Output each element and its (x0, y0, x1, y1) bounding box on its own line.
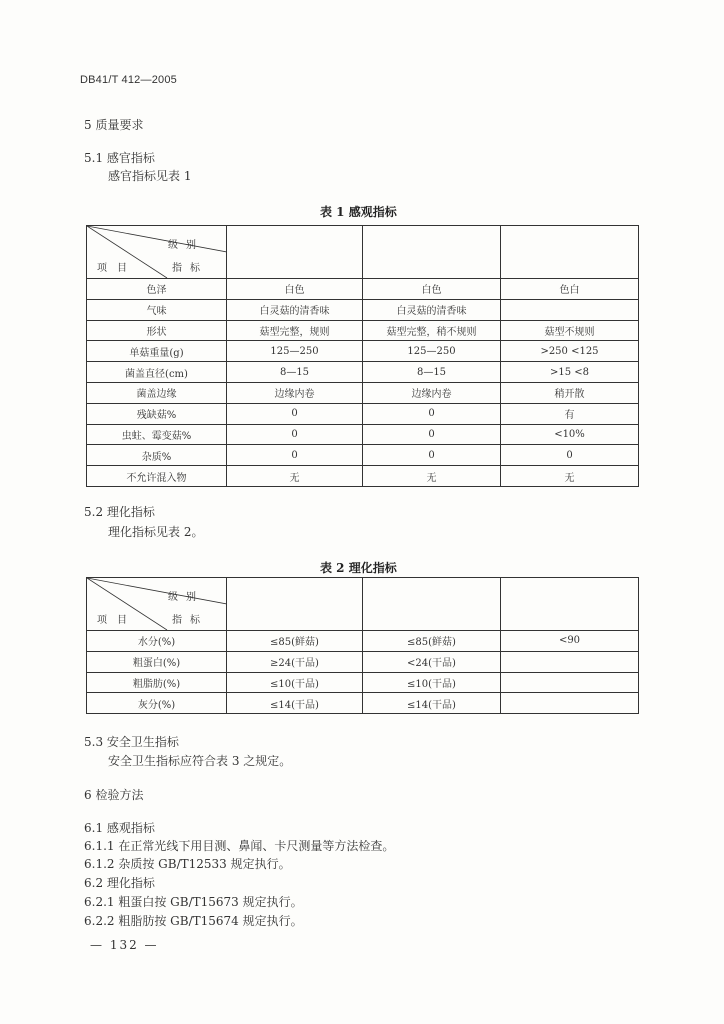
table-cell: 0 (501, 445, 639, 466)
table-cell: 边缘内卷 (227, 382, 363, 403)
table-row (87, 672, 639, 693)
table-cell: 灰分(%) (87, 693, 227, 714)
table-cell: 8—15 (363, 362, 501, 383)
table-cell: 白灵菇的清香味 (227, 299, 363, 320)
table-cell: 白色 (363, 279, 501, 300)
table-cell: 8—15 (227, 362, 363, 383)
section-6-1-title: 6.1 感观指标 (84, 821, 155, 835)
table-cell: <24(干品) (363, 651, 501, 672)
table-1-corner-level: 级别 (168, 240, 204, 251)
table-2-header-row (87, 578, 639, 631)
table-1-grade-col-2 (363, 226, 501, 279)
table-cell: 色白 (501, 279, 639, 300)
table-cell: 形状 (87, 320, 227, 341)
table-row (87, 320, 639, 341)
table-cell: 粗蛋白(%) (87, 651, 227, 672)
section-6-1-2: 6.1.2 杂质按 GB/T12533 规定执行。 (84, 857, 291, 871)
table-row (87, 631, 639, 652)
table-cell: 边缘内卷 (363, 382, 501, 403)
table-cell: ≤10(干品) (227, 672, 363, 693)
table-cell: 虫蛀、霉变菇% (87, 424, 227, 445)
table-cell: ≤14(干品) (363, 693, 501, 714)
table-1-corner-cell (87, 226, 227, 279)
doc-code: DB41/T 412—2005 (80, 74, 177, 86)
table-row (87, 403, 639, 424)
table-row (87, 424, 639, 445)
section-5-2-body: 理化指标见表 2。 (108, 525, 204, 539)
table-row (87, 362, 639, 383)
table-cell: 无 (227, 466, 363, 487)
table-1 (86, 225, 639, 487)
table-cell: 菇型完整，稍不规则 (363, 320, 501, 341)
table-cell: 稍开散 (501, 382, 639, 403)
table-cell (501, 672, 639, 693)
table-cell: 无 (363, 466, 501, 487)
table-1-grade-col-1 (227, 226, 363, 279)
table-2-corner-item: 项目 (97, 615, 137, 626)
table-row (87, 693, 639, 714)
table-cell (501, 299, 639, 320)
table-row (87, 445, 639, 466)
section-5-3-body: 安全卫生指标应符合表 3 之规定。 (108, 754, 292, 768)
section-6-1-1: 6.1.1 在正常光线下用目测、鼻闻、卡尺测量等方法检查。 (84, 839, 395, 853)
table-cell: 125—250 (363, 341, 501, 362)
table-cell: 色泽 (87, 279, 227, 300)
table-1-header-row (87, 226, 639, 279)
table-2-grade-col-2 (363, 578, 501, 631)
table-2-grade-col-1 (227, 578, 363, 631)
table-row (87, 279, 639, 300)
table-1-corner-item: 项目 (97, 263, 137, 274)
table-cell: 菇型完整，规则 (227, 320, 363, 341)
table-row (87, 382, 639, 403)
section-5-2-title: 5.2 理化指标 (84, 505, 155, 519)
table-cell: 0 (363, 424, 501, 445)
table-cell (501, 693, 639, 714)
table-cell: <10% (501, 424, 639, 445)
table-cell: >250 <125 (501, 341, 639, 362)
table-2-corner-level: 级别 (168, 592, 204, 603)
table-cell: <90 (501, 631, 639, 652)
table-row (87, 466, 639, 487)
section-5-3-title: 5.3 安全卫生指标 (84, 735, 179, 749)
table-cell: ≤85(鲜菇) (227, 631, 363, 652)
table-2-corner-cell (87, 578, 227, 631)
table-cell: 0 (227, 403, 363, 424)
table-cell: 菌盖边缘 (87, 382, 227, 403)
table-1-caption: 表 1 感观指标 (320, 205, 397, 219)
table-cell: 单菇重量(g) (87, 341, 227, 362)
section-5-title: 5 质量要求 (84, 118, 144, 132)
table-cell: 残缺菇% (87, 403, 227, 424)
table-cell: 气味 (87, 299, 227, 320)
table-2 (86, 577, 639, 714)
table-cell: ≤14(干品) (227, 693, 363, 714)
table-cell: 不允许混入物 (87, 466, 227, 487)
table-cell: 0 (227, 424, 363, 445)
table-cell: 有 (501, 403, 639, 424)
table-2-corner-index: 指标 (172, 615, 208, 626)
table-1-corner-index: 指标 (172, 263, 208, 274)
table-cell: ≤85(鲜菇) (363, 631, 501, 652)
table-row (87, 299, 639, 320)
section-5-1-title: 5.1 感官指标 (84, 151, 155, 165)
table-cell: 杂质% (87, 445, 227, 466)
table-row (87, 341, 639, 362)
table-cell: 125—250 (227, 341, 363, 362)
table-row (87, 651, 639, 672)
table-cell: 0 (363, 445, 501, 466)
table-cell: ≤10(干品) (363, 672, 501, 693)
table-cell (501, 651, 639, 672)
table-2-grade-col-3 (501, 578, 639, 631)
table-cell: 0 (363, 403, 501, 424)
section-6-2-1: 6.2.1 粗蛋白按 GB/T15673 规定执行。 (84, 895, 303, 909)
table-cell: 无 (501, 466, 639, 487)
page-number: — 132 — (90, 938, 159, 952)
table-cell: 粗脂肪(%) (87, 672, 227, 693)
section-6-2-title: 6.2 理化指标 (84, 876, 155, 890)
section-6-2-2: 6.2.2 粗脂肪按 GB/T15674 规定执行。 (84, 914, 303, 928)
table-cell: 水分(%) (87, 631, 227, 652)
table-cell: 白灵菇的清香味 (363, 299, 501, 320)
table-cell: 菌盖直径(cm) (87, 362, 227, 383)
table-cell: ≥24(干品) (227, 651, 363, 672)
table-cell: >15 <8 (501, 362, 639, 383)
section-5-1-body: 感官指标见表 1 (108, 169, 192, 183)
table-cell: 白色 (227, 279, 363, 300)
table-1-grade-col-3 (501, 226, 639, 279)
table-cell: 菇型不规则 (501, 320, 639, 341)
table-cell: 0 (227, 445, 363, 466)
table-2-caption: 表 2 理化指标 (320, 561, 397, 575)
section-6-title: 6 检验方法 (84, 788, 144, 802)
